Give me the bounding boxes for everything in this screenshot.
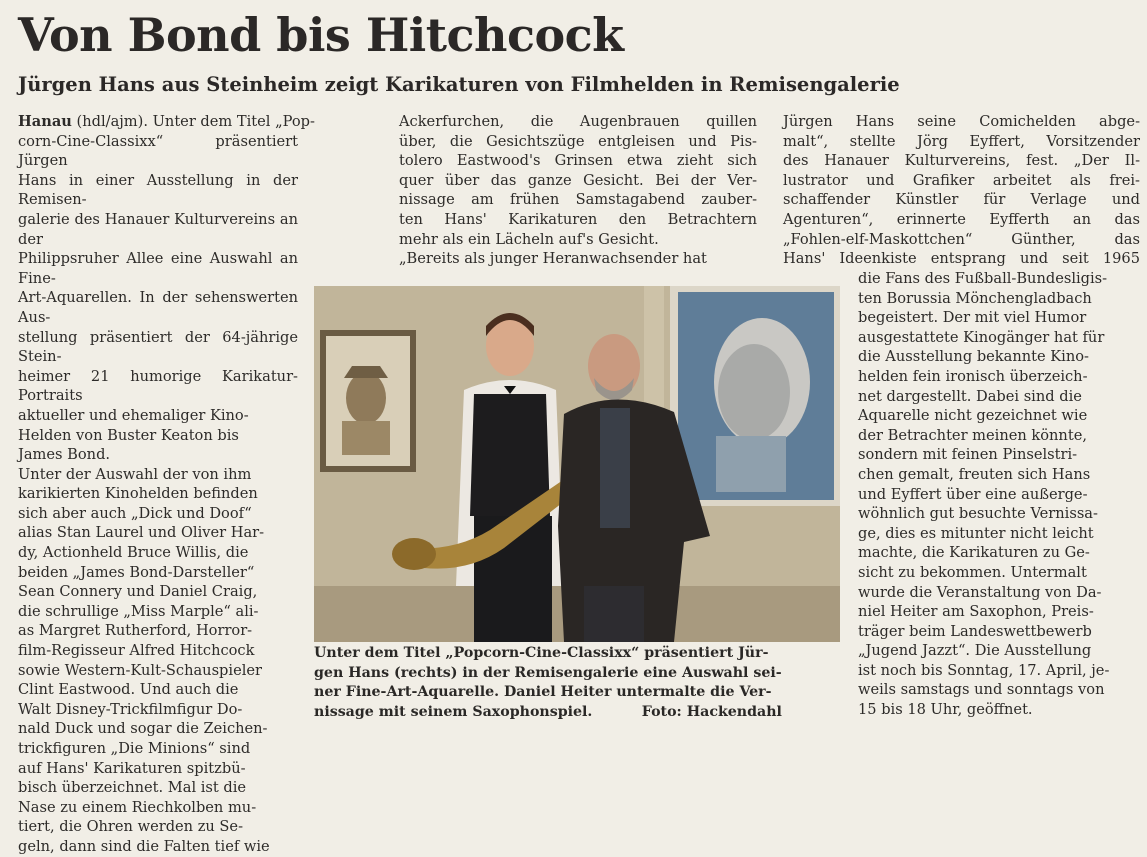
column1-line: bisch überzeichnet. Mal ist die	[18, 779, 247, 797]
column1-line: auf Hans' Karikaturen spitzbü-	[18, 759, 246, 777]
column1-line: tiert, die Ohren werden zu Se-	[18, 818, 243, 836]
column3b-line: weils samstags und sonntags von	[858, 681, 1105, 699]
framed-caricature-left	[320, 330, 416, 472]
column1-line: film-Regisseur Alfred Hitchcock	[18, 642, 255, 660]
column1-line: beiden „James Bond-Darsteller“	[18, 563, 255, 581]
article-photo	[314, 286, 840, 642]
column3b-line: „Jugend Jazzt“. Die Ausstellung	[858, 642, 1092, 660]
column3b-line: und Eyffert über eine außerge-	[858, 485, 1088, 503]
article-column-3-continued	[858, 269, 1140, 720]
column1-line: heimer 21 humorige Karikatur-Portraits	[18, 367, 298, 405]
column1-line: Helden von Buster Keaton bis	[18, 426, 239, 444]
column1-line: Nase zu einem Riechkolben mu-	[18, 798, 257, 816]
column3b-line: wurde die Veranstaltung von Da-	[858, 583, 1102, 601]
headline: Von Bond bis Hitchcock	[18, 8, 624, 62]
article-column-3	[783, 112, 1140, 269]
column3b-line: die Fans des Fußball-Bundesligis-	[858, 270, 1108, 287]
column3b-line: sicht zu bekommen. Untermalt	[858, 563, 1087, 581]
column3b-line: ge, dies es mitunter nicht leicht	[858, 524, 1094, 542]
column3b-line: die Ausstellung bekannte Kino-	[858, 348, 1089, 366]
column3b-line: ten Borussia Mönchengladbach	[858, 289, 1092, 307]
column2-line: „Bereits als junger Heranwachsender hat	[399, 250, 707, 268]
column1-line: die schrullige „Miss Marple“ ali-	[18, 602, 259, 620]
caption-line: Unter dem Titel „Popcorn-Cine-Classixx“ präsentiert Jür-	[314, 645, 769, 661]
column3b-line: wöhnlich gut besuchte Vernissa-	[858, 505, 1098, 523]
column2-line: tolero Eastwood's Grinsen etwa zieht sich	[399, 152, 757, 170]
photo-caption	[314, 644, 840, 722]
photo-illustration	[314, 286, 840, 642]
column2-line: quer über das ganze Gesicht. Bei der Ver-	[399, 171, 757, 189]
column3-line: „Fohlen-elf-Maskottchen“ Günther, das	[783, 230, 1140, 248]
column1-line: Hans in einer Ausstellung in der Remisen-	[18, 171, 298, 209]
column3-line: Agenturen“, erinnerte Eyfferth an das	[783, 210, 1140, 228]
column3b-line: net dargestellt. Dabei sind die	[858, 387, 1082, 405]
column2-line: ten Hans' Karikaturen den Betrachtern	[399, 210, 757, 228]
column1-line: geln, dann sind die Falten tief wie	[18, 837, 270, 855]
column1-line: Clint Eastwood. Und auch die	[18, 681, 239, 699]
column1-line-0: Hanau (hdl/ajm). Unter dem Titel „Pop-	[18, 113, 315, 130]
caption-line: gen Hans (rechts) in der Remisengalerie eine Auswahl sei-	[314, 664, 782, 681]
column2-line: mehr als ein Lächeln auf's Gesicht.	[399, 230, 659, 248]
framed-hitchcock-portrait	[670, 286, 840, 506]
column3b-line: niel Heiter am Saxophon, Preis-	[858, 603, 1094, 621]
column3b-line: 15 bis 18 Uhr, geöffnet.	[858, 701, 1033, 719]
column1-line: stellung präsentiert der 64-jährige Stein-	[18, 328, 298, 366]
column2-line: Ackerfurchen, die Augenbrauen quillen	[399, 113, 757, 130]
column2-line: nissage am frühen Samstagabend zauber-	[399, 191, 757, 209]
column1-line: aktueller und ehemaliger Kino-	[18, 406, 249, 424]
column1-line: Philippsruher Allee eine Auswahl an Fine-	[18, 250, 298, 287]
caption-line: ner Fine-Art-Aquarelle. Daniel Heiter untermalte die Ver-	[314, 684, 772, 701]
column3b-line: ausgestattete Kinogänger hat für	[858, 328, 1105, 346]
column1-line: dy, Actionheld Bruce Willis, die	[18, 544, 249, 562]
column1-line: as Margret Rutherford, Horror-	[18, 622, 253, 640]
column3-line: lustrator und Grafiker arbeitet als frei-	[783, 171, 1140, 189]
column3b-line: chen gemalt, freuten sich Hans	[858, 465, 1091, 483]
column3b-line: begeistert. Der mit viel Humor	[858, 309, 1087, 327]
column3b-line: träger beim Landeswettbewerb	[858, 622, 1092, 640]
column1-line: James Bond.	[18, 446, 111, 464]
column3-line: schaffender Künstler für Verlage und	[783, 191, 1140, 209]
column1-line: Walt Disney-Trickfilmfigur Do-	[18, 700, 243, 718]
column1-line: sowie Western-Kult-Schauspieler	[18, 661, 262, 679]
column1-line: Unter der Auswahl der von ihm	[18, 465, 252, 483]
column3b-line: ist noch bis Sonntag, 17. April, je-	[858, 661, 1110, 679]
column3-line: Jürgen Hans seine Comichelden abge-	[783, 113, 1140, 130]
column1-line: sich aber auch „Dick und Doof“	[18, 504, 252, 522]
column1-line: nald Duck und sogar die Zeichen-	[18, 720, 268, 738]
column3b-line: sondern mit feinen Pinselstri-	[858, 446, 1078, 464]
article-column-2	[399, 112, 757, 269]
column1-line: Sean Connery und Daniel Craig,	[18, 583, 258, 601]
column3b-line: machte, die Karikaturen zu Ge-	[858, 544, 1090, 562]
column1-line: trickfiguren „Die Minions“ sind	[18, 740, 251, 757]
column3b-line: der Betrachter meinen könnte,	[858, 426, 1087, 444]
caption-line: nissage mit seinem Saxophonspiel. Foto: Hackendahl	[314, 703, 782, 720]
column3b-line: helden fein ironisch überzeich-	[858, 367, 1088, 385]
column2-line: über, die Gesichtszüge entgleisen und Pis-	[399, 132, 757, 150]
column1-line: karikierten Kinohelden befinden	[18, 485, 258, 503]
column3-line: malt“, stellte Jörg Eyffert, Vorsitzender	[783, 132, 1140, 150]
dateline: Hanau	[18, 113, 72, 130]
column1-line: Art-Aquarellen. In der sehenswerten Aus-	[18, 289, 298, 326]
column1-line: galerie des Hanauer Kulturvereins an der	[18, 210, 298, 248]
column3b-line: Aquarelle nicht gezeichnet wie	[858, 407, 1088, 425]
column3-line: des Hanauer Kulturvereins, fest. „Der Il-	[783, 152, 1140, 170]
column1-line: alias Stan Laurel und Oliver Har-	[18, 524, 265, 542]
subheadline: Jürgen Hans aus Steinheim zeigt Karikaturen von Filmhelden in Remisengalerie	[18, 73, 900, 96]
article-column-1	[18, 112, 315, 857]
column1-line: corn-Cine-Classixx“ präsentiert Jürgen	[18, 132, 298, 170]
column3-line: Hans' Ideenkiste entsprang und seit 1965	[783, 250, 1140, 268]
